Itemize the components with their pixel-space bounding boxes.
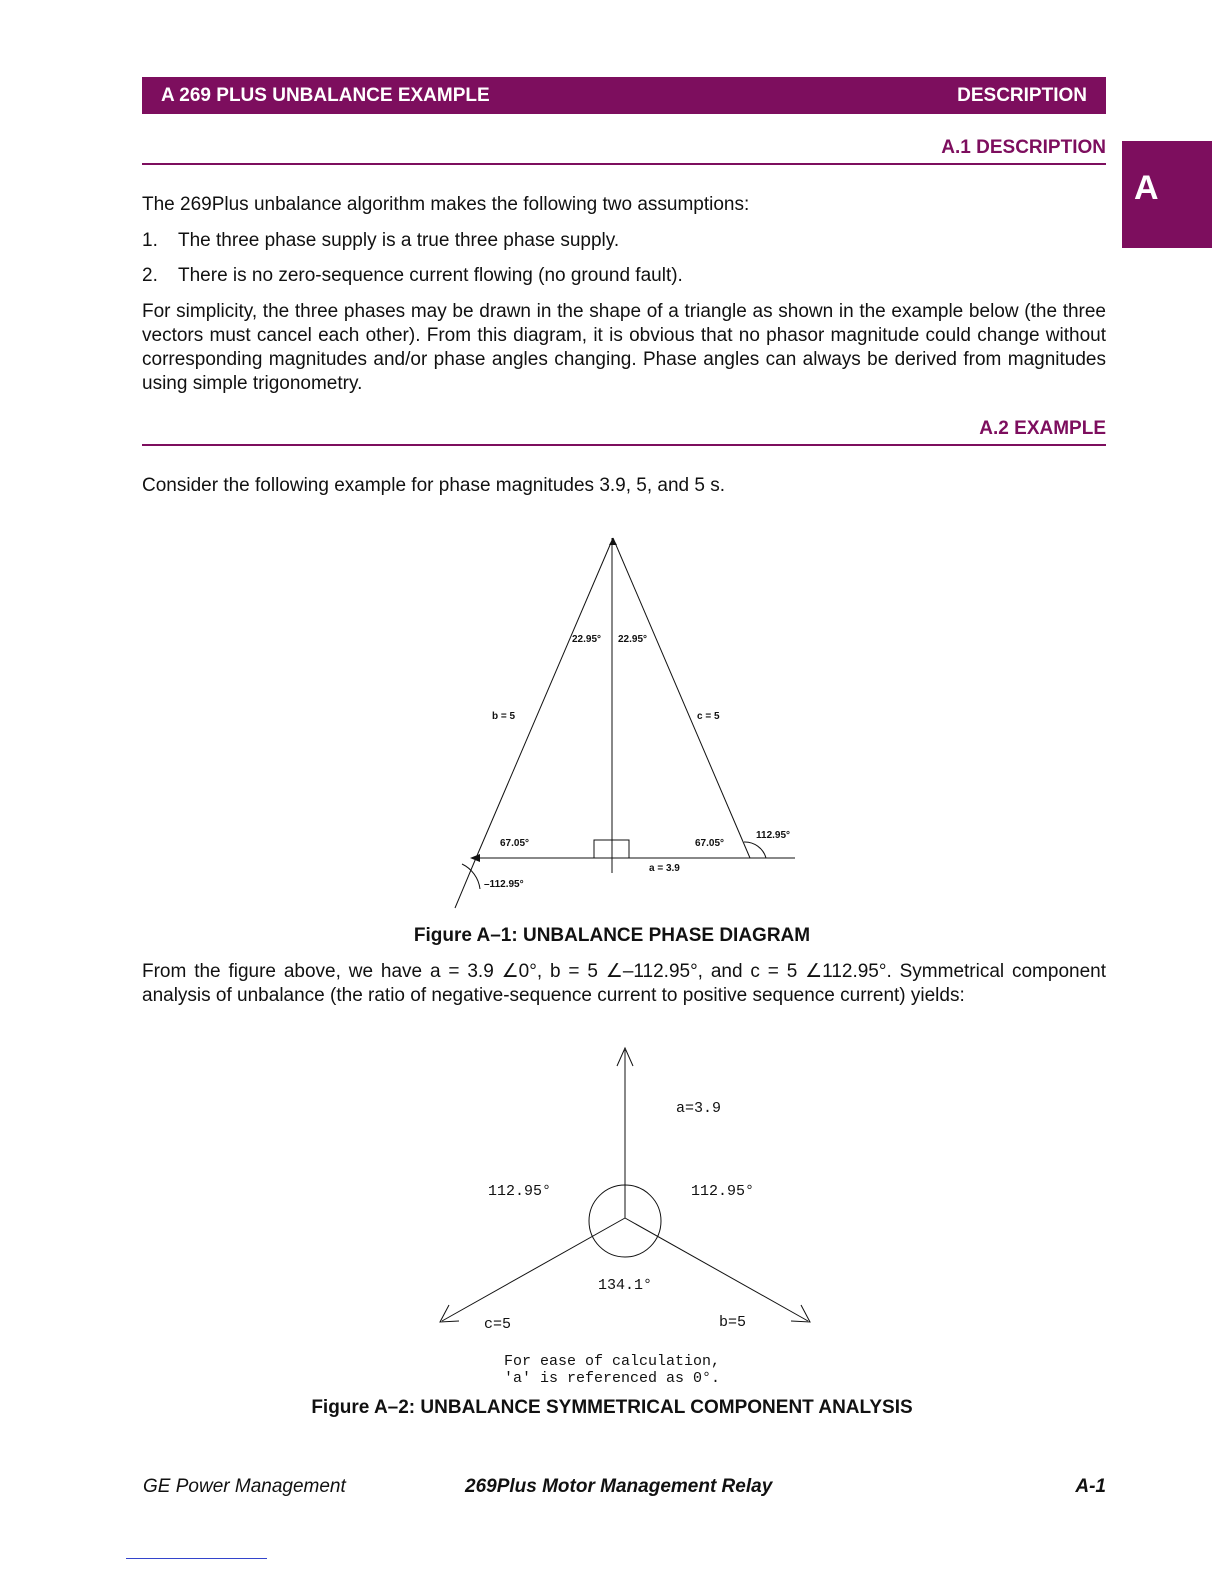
section-rule-2: [142, 444, 1106, 446]
section2-intro: Consider the following example for phase magnitudes 3.9, 5, and 5 s.: [142, 475, 726, 496]
phasor-c-line: [613, 538, 750, 858]
label-vector-c: c=5: [484, 1316, 512, 1333]
label-top-left-angle: 22.95°: [572, 634, 602, 645]
vector-c-arrowhead: [440, 1305, 459, 1322]
list-item-2: [142, 264, 683, 288]
figure-1-caption: Figure A–1: UNBALANCE PHASE DIAGRAM: [413, 925, 811, 946]
figure-2-caption: Figure A–2: UNBALANCE SYMMETRICAL COMPONENT ANALYSIS: [311, 1397, 913, 1418]
section-rule-1: [142, 163, 1106, 165]
label-top-right-angle: 22.95°: [618, 634, 648, 645]
label-bottom-left-angle: 67.05°: [500, 838, 530, 849]
vector-b-line: [625, 1218, 808, 1321]
phasor-b-line: [476, 538, 613, 858]
label-bottom-right-angle: 67.05°: [695, 838, 725, 849]
header-section: DESCRIPTION: [957, 85, 1087, 106]
footer-page-number: A-1: [1075, 1476, 1106, 1497]
label-angle-left: 112.95°: [488, 1183, 552, 1200]
chapter-tab-letter: A: [1134, 169, 1159, 207]
header-title: A 269 PLUS UNBALANCE EXAMPLE: [161, 85, 490, 106]
label-b: b = 5: [492, 711, 516, 722]
footer-link-underline: [126, 1558, 267, 1559]
right-angle-marker: [594, 840, 629, 858]
section2-after-figure1: From the figure above, we have a = 3.9 ∠0°, b = 5 ∠–112.95°, and c = 5 ∠112.95°. Symmetrical component analysis of unbalance (the ratio of negative-sequence current to positive sequence current) yields:: [142, 961, 1106, 1006]
label-ext-left-angle: –112.95°: [484, 879, 524, 890]
list-item-1-number: 1.: [142, 230, 158, 251]
list-item-1-text: The three phase supply is a true three phase supply.: [178, 230, 620, 251]
note-line-2: 'a' is referenced as 0°.: [504, 1370, 721, 1387]
label-c: c = 5: [697, 711, 720, 722]
arc-right-exterior: [744, 842, 766, 858]
section-title-example: A.2 EXAMPLE: [979, 418, 1106, 439]
phasor-b-extension: [455, 858, 476, 908]
vector-c-line: [442, 1218, 625, 1321]
vector-a-arrowhead: [617, 1048, 633, 1066]
list-item-1: [142, 229, 619, 253]
label-a: a = 3.9: [649, 863, 680, 874]
page-header-bar: [142, 77, 1106, 114]
chapter-tab: [1122, 141, 1212, 248]
section1-intro: The 269Plus unbalance algorithm makes the following two assumptions:: [142, 194, 750, 215]
apex-arrowhead: [609, 538, 617, 545]
section1-body: For simplicity, the three phases may be drawn in the shape of a triangle as shown in the example below (the three vectors must cancel each other). From this diagram, it is obvious that no phasor magnitude could change without corresponding magnitudes and/or phase angles changing. Phase angles can always be derived from magnitudes using simple trigonometry.: [142, 301, 1106, 394]
note-line-1: For ease of calculation,: [504, 1353, 721, 1370]
list-item-2-text: There is no zero-sequence current flowing (no ground fault).: [178, 265, 683, 286]
angle-circle: [589, 1185, 661, 1257]
list-item-2-number: 2.: [142, 265, 158, 286]
label-vector-b: b=5: [719, 1314, 747, 1331]
footer-company: GE Power Management: [143, 1476, 346, 1497]
label-angle-bottom: 134.1°: [598, 1277, 653, 1294]
footer-manual-title: 269Plus Motor Management Relay: [465, 1476, 773, 1497]
vector-b-arrowhead: [791, 1305, 810, 1322]
label-vector-a: a=3.9: [676, 1100, 722, 1117]
label-angle-right: 112.95°: [691, 1183, 755, 1200]
section-title-description: A.1 DESCRIPTION: [941, 137, 1106, 158]
arc-left-exterior: [462, 864, 480, 889]
label-ext-right-angle: 112.95°: [756, 830, 791, 841]
base-arrowhead: [470, 854, 480, 862]
